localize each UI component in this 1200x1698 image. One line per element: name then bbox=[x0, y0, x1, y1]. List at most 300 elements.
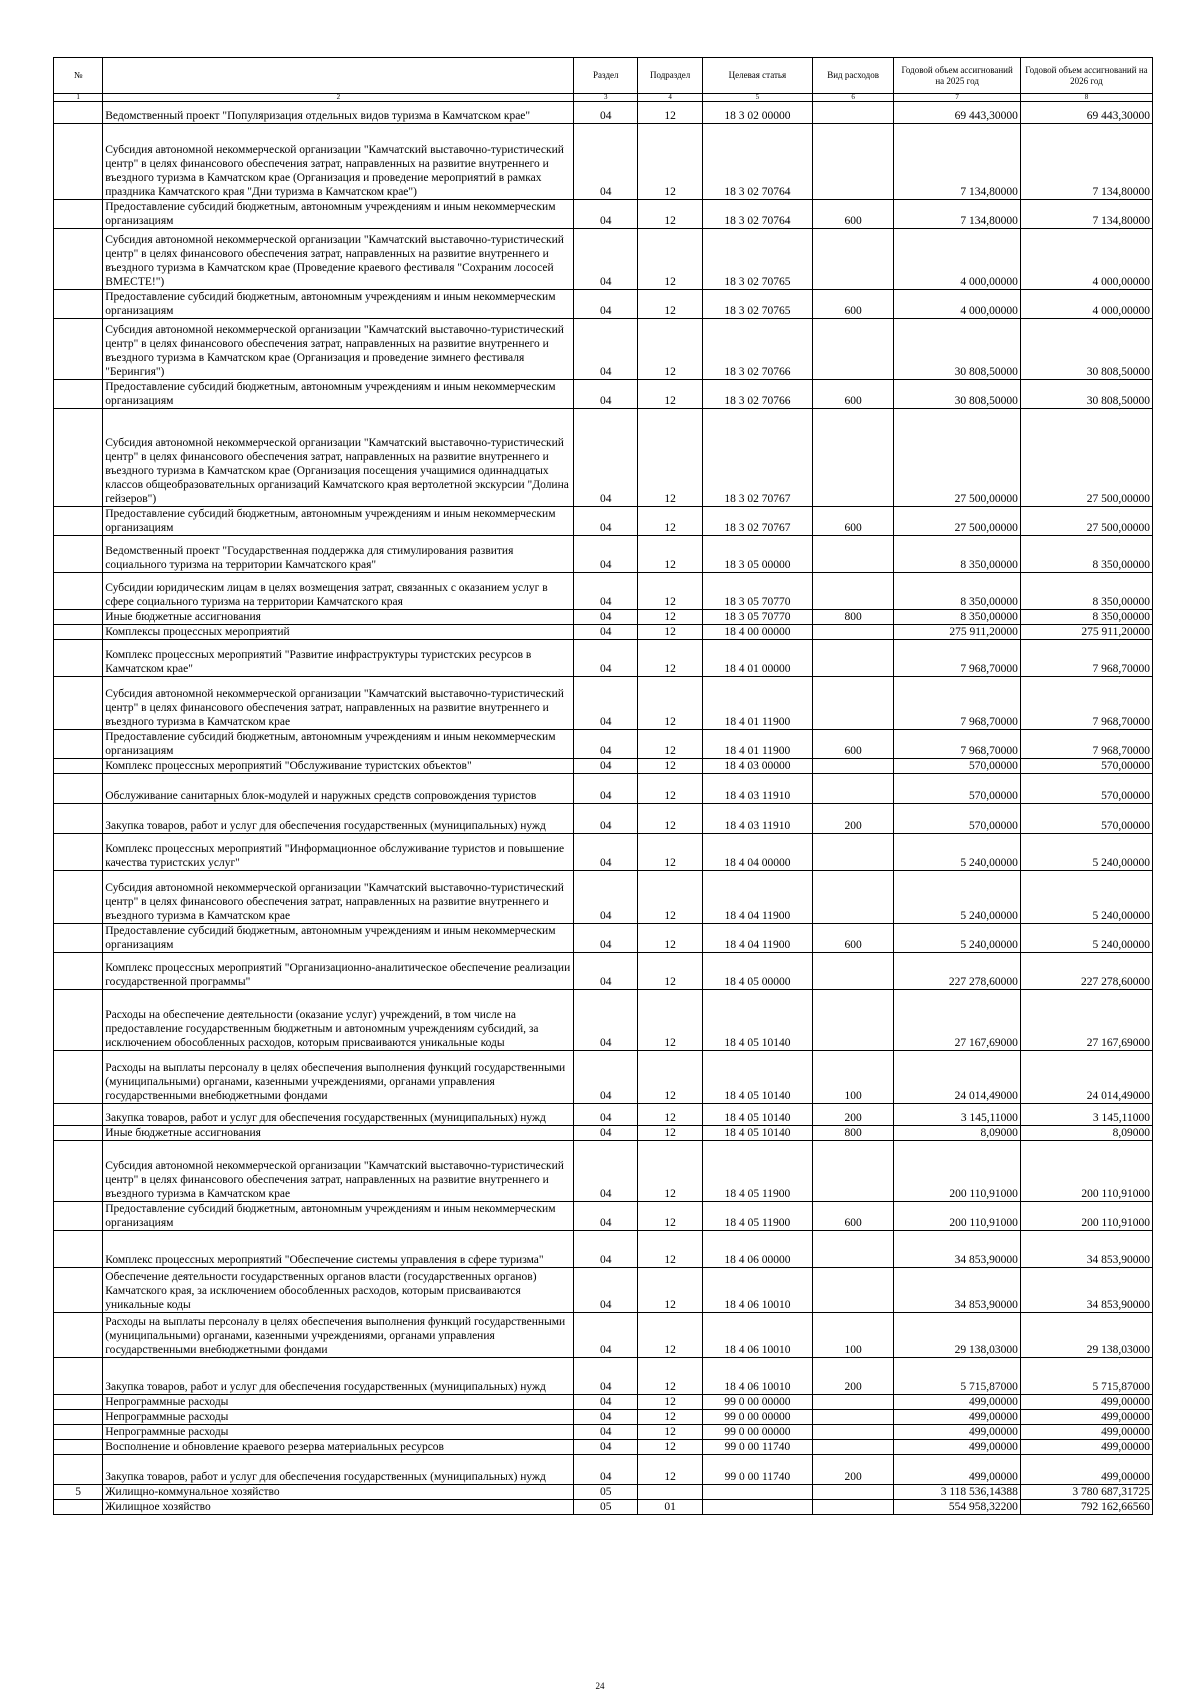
cell-target-item: 18 4 05 10140 bbox=[703, 1126, 813, 1141]
cell-target-item: 18 4 01 00000 bbox=[703, 640, 813, 677]
cell-description: Комплекс процессных мероприятий "Обслуживание туристских объектов" bbox=[103, 759, 574, 774]
cell-amount-2025: 8,09000 bbox=[894, 1126, 1020, 1141]
cell-expense-type bbox=[812, 953, 894, 990]
cell-subsection: 12 bbox=[638, 229, 703, 290]
cell-description: Иные бюджетные ассигнования bbox=[103, 1126, 574, 1141]
cell-subsection: 12 bbox=[638, 834, 703, 871]
cell-amount-2026: 7 968,70000 bbox=[1020, 640, 1152, 677]
cell-amount-2026: 3 780 687,31725 bbox=[1020, 1485, 1152, 1500]
cell-amount-2025: 24 014,49000 bbox=[894, 1051, 1020, 1104]
cell-row-number bbox=[54, 507, 103, 536]
table-row bbox=[54, 380, 1153, 409]
cell-section: 04 bbox=[574, 573, 638, 610]
cell-section: 04 bbox=[574, 319, 638, 380]
cell-expense-type bbox=[812, 1141, 894, 1202]
cell-amount-2025: 570,00000 bbox=[894, 774, 1020, 804]
cell-amount-2026: 7 968,70000 bbox=[1020, 730, 1152, 759]
cell-section: 04 bbox=[574, 229, 638, 290]
cell-section: 04 bbox=[574, 1358, 638, 1395]
cell-amount-2026: 7 134,80000 bbox=[1020, 200, 1152, 229]
cell-subsection: 12 bbox=[638, 1425, 703, 1440]
cell-subsection: 12 bbox=[638, 573, 703, 610]
cell-expense-type bbox=[812, 536, 894, 573]
cell-amount-2025: 4 000,00000 bbox=[894, 290, 1020, 319]
cell-row-number bbox=[54, 290, 103, 319]
cell-expense-type bbox=[812, 124, 894, 200]
cell-row-number bbox=[54, 953, 103, 990]
cell-description: Предоставление субсидий бюджетным, автономным учреждениям и иным некоммерческим организациям bbox=[103, 200, 574, 229]
table-row bbox=[54, 1440, 1153, 1455]
cell-amount-2025: 570,00000 bbox=[894, 759, 1020, 774]
cell-amount-2026: 7 968,70000 bbox=[1020, 677, 1152, 730]
cell-target-item: 18 4 01 11900 bbox=[703, 730, 813, 759]
cell-description: Предоставление субсидий бюджетным, автономным учреждениям и иным некоммерческим организациям bbox=[103, 924, 574, 953]
cell-amount-2026: 570,00000 bbox=[1020, 774, 1152, 804]
cell-amount-2025: 8 350,00000 bbox=[894, 610, 1020, 625]
cell-subsection: 12 bbox=[638, 200, 703, 229]
cell-row-number bbox=[54, 1202, 103, 1231]
cell-row-number bbox=[54, 774, 103, 804]
cell-row-number bbox=[54, 319, 103, 380]
cell-amount-2025: 8 350,00000 bbox=[894, 573, 1020, 610]
cell-amount-2026: 69 443,30000 bbox=[1020, 102, 1152, 124]
table-row bbox=[54, 1485, 1153, 1500]
cell-row-number bbox=[54, 677, 103, 730]
cell-description: Жилищно-коммунальное хозяйство bbox=[103, 1485, 574, 1500]
table-row bbox=[54, 102, 1153, 124]
cell-amount-2026: 499,00000 bbox=[1020, 1410, 1152, 1425]
cell-target-item: 99 0 00 11740 bbox=[703, 1455, 813, 1485]
cell-target-item: 18 4 05 00000 bbox=[703, 953, 813, 990]
cell-subsection: 12 bbox=[638, 1051, 703, 1104]
cell-description: Предоставление субсидий бюджетным, автономным учреждениям и иным некоммерческим организациям bbox=[103, 507, 574, 536]
cell-expense-type: 200 bbox=[812, 1104, 894, 1126]
cell-section: 04 bbox=[574, 1395, 638, 1410]
cell-target-item bbox=[703, 1500, 813, 1515]
cell-section: 04 bbox=[574, 290, 638, 319]
table-row bbox=[54, 1051, 1153, 1104]
cell-section: 04 bbox=[574, 1455, 638, 1485]
cell-row-number bbox=[54, 834, 103, 871]
cell-description: Субсидия автономной некоммерческой организации "Камчатский выставочно-туристический центр" в целях финансового обеспечения затрат, направленных на развитие внутреннего и въездного туризма в Камчатском крае (Организация и проведение мероприятий в рамках праздника Камчатского края "Дни туризма в Камчатском крае") bbox=[103, 124, 574, 200]
cell-row-number bbox=[54, 1440, 103, 1455]
table-row bbox=[54, 536, 1153, 573]
cell-description: Обеспечение деятельности государственных органов власти (государственных органов) Камчатского края, за исключением обособленных расходов, которым присваиваются уникальные коды bbox=[103, 1268, 574, 1313]
table-row bbox=[54, 640, 1153, 677]
cell-row-number bbox=[54, 573, 103, 610]
cell-target-item: 99 0 00 00000 bbox=[703, 1425, 813, 1440]
cell-row-number bbox=[54, 924, 103, 953]
cell-section: 04 bbox=[574, 1268, 638, 1313]
cell-description: Предоставление субсидий бюджетным, автономным учреждениям и иным некоммерческим организациям bbox=[103, 380, 574, 409]
cell-subsection: 12 bbox=[638, 677, 703, 730]
cell-section: 04 bbox=[574, 1410, 638, 1425]
cell-expense-type bbox=[812, 1395, 894, 1410]
cell-subsection: 12 bbox=[638, 759, 703, 774]
table-row bbox=[54, 759, 1153, 774]
cell-subsection: 12 bbox=[638, 1126, 703, 1141]
cell-subsection: 12 bbox=[638, 1104, 703, 1126]
cell-expense-type: 600 bbox=[812, 730, 894, 759]
cell-description: Субсидия автономной некоммерческой организации "Камчатский выставочно-туристический центр" в целях финансового обеспечения затрат, направленных на развитие внутреннего и въездного туризма в Камчатском крае (Проведение краевого фестиваля "Сохраним лососей ВМЕСТЕ!") bbox=[103, 229, 574, 290]
cell-expense-type: 100 bbox=[812, 1313, 894, 1358]
cell-section: 05 bbox=[574, 1500, 638, 1515]
table-row bbox=[54, 1231, 1153, 1268]
cell-amount-2026: 275 911,20000 bbox=[1020, 625, 1152, 640]
cell-target-item: 18 4 03 11910 bbox=[703, 804, 813, 834]
page-number: 24 bbox=[595, 1681, 605, 1691]
cell-section: 04 bbox=[574, 953, 638, 990]
cell-amount-2026: 792 162,66560 bbox=[1020, 1500, 1152, 1515]
table-row bbox=[54, 1358, 1153, 1395]
table-row bbox=[54, 1268, 1153, 1313]
cell-amount-2026: 5 240,00000 bbox=[1020, 834, 1152, 871]
cell-amount-2026: 570,00000 bbox=[1020, 804, 1152, 834]
cell-row-number bbox=[54, 1358, 103, 1395]
table-row bbox=[54, 625, 1153, 640]
cell-target-item: 18 4 01 11900 bbox=[703, 677, 813, 730]
table-column-numbers-row bbox=[54, 94, 1153, 102]
cell-subsection: 12 bbox=[638, 102, 703, 124]
cell-expense-type: 200 bbox=[812, 804, 894, 834]
table-row bbox=[54, 124, 1153, 200]
cell-target-item: 18 4 06 10010 bbox=[703, 1358, 813, 1395]
cell-amount-2025: 7 134,80000 bbox=[894, 124, 1020, 200]
cell-row-number bbox=[54, 536, 103, 573]
table-row bbox=[54, 1500, 1153, 1515]
cell-expense-type bbox=[812, 677, 894, 730]
cell-subsection: 12 bbox=[638, 953, 703, 990]
column-header-subsection: Подраздел bbox=[638, 58, 703, 94]
cell-expense-type: 600 bbox=[812, 1202, 894, 1231]
cell-subsection: 12 bbox=[638, 610, 703, 625]
cell-description: Восполнение и обновление краевого резерва материальных ресурсов bbox=[103, 1440, 574, 1455]
cell-amount-2025: 499,00000 bbox=[894, 1410, 1020, 1425]
cell-section: 04 bbox=[574, 990, 638, 1051]
cell-section: 04 bbox=[574, 610, 638, 625]
cell-subsection: 12 bbox=[638, 924, 703, 953]
cell-expense-type: 100 bbox=[812, 1051, 894, 1104]
table-body bbox=[54, 102, 1153, 1515]
cell-expense-type bbox=[812, 229, 894, 290]
cell-amount-2025: 7 968,70000 bbox=[894, 730, 1020, 759]
cell-amount-2025: 499,00000 bbox=[894, 1440, 1020, 1455]
cell-subsection: 12 bbox=[638, 774, 703, 804]
cell-target-item: 18 4 06 10010 bbox=[703, 1313, 813, 1358]
cell-subsection: 12 bbox=[638, 1268, 703, 1313]
cell-row-number bbox=[54, 610, 103, 625]
cell-description: Закупка товаров, работ и услуг для обеспечения государственных (муниципальных) нужд bbox=[103, 1104, 574, 1126]
table-row bbox=[54, 1313, 1153, 1358]
cell-target-item: 18 4 06 00000 bbox=[703, 1231, 813, 1268]
table-row bbox=[54, 319, 1153, 380]
cell-expense-type: 600 bbox=[812, 924, 894, 953]
cell-section: 04 bbox=[574, 124, 638, 200]
cell-description: Комплекс процессных мероприятий "Организационно-аналитическое обеспечение реализации государственной программы" bbox=[103, 953, 574, 990]
cell-amount-2025: 5 240,00000 bbox=[894, 924, 1020, 953]
cell-target-item: 18 3 05 70770 bbox=[703, 610, 813, 625]
cell-subsection: 12 bbox=[638, 1141, 703, 1202]
cell-expense-type bbox=[812, 409, 894, 507]
cell-row-number bbox=[54, 229, 103, 290]
cell-amount-2026: 499,00000 bbox=[1020, 1395, 1152, 1410]
cell-target-item: 18 4 05 10140 bbox=[703, 1104, 813, 1126]
cell-expense-type: 200 bbox=[812, 1358, 894, 1395]
cell-description: Субсидии юридическим лицам в целях возмещения затрат, связанных с оказанием услуг в сфере социального туризма на территории Камчатского края bbox=[103, 573, 574, 610]
cell-row-number bbox=[54, 871, 103, 924]
table-row bbox=[54, 1425, 1153, 1440]
cell-amount-2026: 27 167,69000 bbox=[1020, 990, 1152, 1051]
cell-expense-type bbox=[812, 1440, 894, 1455]
cell-amount-2025: 34 853,90000 bbox=[894, 1231, 1020, 1268]
cell-expense-type bbox=[812, 1231, 894, 1268]
cell-expense-type bbox=[812, 759, 894, 774]
cell-subsection: 12 bbox=[638, 730, 703, 759]
cell-section: 04 bbox=[574, 1141, 638, 1202]
cell-amount-2026: 570,00000 bbox=[1020, 759, 1152, 774]
cell-row-number bbox=[54, 1395, 103, 1410]
table-row bbox=[54, 871, 1153, 924]
cell-section: 04 bbox=[574, 774, 638, 804]
cell-section: 04 bbox=[574, 536, 638, 573]
cell-target-item: 18 4 06 10010 bbox=[703, 1268, 813, 1313]
cell-subsection: 01 bbox=[638, 1500, 703, 1515]
cell-amount-2026: 227 278,60000 bbox=[1020, 953, 1152, 990]
table-row bbox=[54, 1104, 1153, 1126]
cell-amount-2026: 5 715,87000 bbox=[1020, 1358, 1152, 1395]
cell-row-number bbox=[54, 124, 103, 200]
cell-subsection: 12 bbox=[638, 871, 703, 924]
column-header-target-item: Целевая статья bbox=[703, 58, 813, 94]
cell-subsection: 12 bbox=[638, 507, 703, 536]
cell-target-item: 18 3 02 70767 bbox=[703, 507, 813, 536]
cell-description: Закупка товаров, работ и услуг для обеспечения государственных (муниципальных) нужд bbox=[103, 1358, 574, 1395]
cell-amount-2026: 4 000,00000 bbox=[1020, 290, 1152, 319]
column-number-amount-2026: 8 bbox=[1020, 94, 1152, 102]
cell-target-item: 99 0 00 11740 bbox=[703, 1440, 813, 1455]
cell-section: 04 bbox=[574, 677, 638, 730]
cell-row-number bbox=[54, 804, 103, 834]
cell-amount-2025: 27 500,00000 bbox=[894, 507, 1020, 536]
cell-amount-2025: 227 278,60000 bbox=[894, 953, 1020, 990]
cell-row-number bbox=[54, 1410, 103, 1425]
cell-target-item: 18 3 02 70764 bbox=[703, 200, 813, 229]
cell-target-item: 18 4 04 00000 bbox=[703, 834, 813, 871]
cell-target-item: 18 4 04 11900 bbox=[703, 871, 813, 924]
cell-amount-2025: 5 240,00000 bbox=[894, 834, 1020, 871]
cell-row-number bbox=[54, 380, 103, 409]
table-row bbox=[54, 1410, 1153, 1425]
cell-amount-2025: 4 000,00000 bbox=[894, 229, 1020, 290]
cell-row-number bbox=[54, 1425, 103, 1440]
cell-amount-2025: 29 138,03000 bbox=[894, 1313, 1020, 1358]
cell-amount-2026: 3 145,11000 bbox=[1020, 1104, 1152, 1126]
cell-section: 04 bbox=[574, 200, 638, 229]
cell-amount-2026: 499,00000 bbox=[1020, 1425, 1152, 1440]
cell-target-item: 18 4 00 00000 bbox=[703, 625, 813, 640]
cell-description: Предоставление субсидий бюджетным, автономным учреждениям и иным некоммерческим организациям bbox=[103, 290, 574, 319]
cell-amount-2026: 30 808,50000 bbox=[1020, 319, 1152, 380]
cell-section: 04 bbox=[574, 1231, 638, 1268]
cell-section: 04 bbox=[574, 625, 638, 640]
cell-subsection: 12 bbox=[638, 804, 703, 834]
column-number-amount-2025: 7 bbox=[894, 94, 1020, 102]
cell-target-item: 18 4 03 11910 bbox=[703, 774, 813, 804]
cell-section: 04 bbox=[574, 924, 638, 953]
table-row bbox=[54, 953, 1153, 990]
budget-table bbox=[53, 57, 1153, 1515]
cell-amount-2026: 499,00000 bbox=[1020, 1440, 1152, 1455]
cell-description: Субсидия автономной некоммерческой организации "Камчатский выставочно-туристический центр" в целях финансового обеспечения затрат, направленных на развитие внутреннего и въездного туризма в Камчатском крае (Организация и проведение зимнего фестиваля "Берингия") bbox=[103, 319, 574, 380]
cell-expense-type: 600 bbox=[812, 200, 894, 229]
column-header-expense-type: Вид расходов bbox=[812, 58, 894, 94]
cell-row-number bbox=[54, 640, 103, 677]
cell-target-item: 18 3 02 00000 bbox=[703, 102, 813, 124]
cell-section: 04 bbox=[574, 507, 638, 536]
column-header-amount-2026: Годовой объем ассигнований на 2026 год bbox=[1020, 58, 1152, 94]
column-number-expense-type: 6 bbox=[812, 94, 894, 102]
table-row bbox=[54, 774, 1153, 804]
cell-expense-type bbox=[812, 834, 894, 871]
table-row bbox=[54, 200, 1153, 229]
cell-row-number bbox=[54, 102, 103, 124]
cell-target-item: 18 3 02 70766 bbox=[703, 380, 813, 409]
cell-amount-2026: 8 350,00000 bbox=[1020, 536, 1152, 573]
cell-amount-2025: 8 350,00000 bbox=[894, 536, 1020, 573]
cell-section: 04 bbox=[574, 409, 638, 507]
cell-amount-2026: 27 500,00000 bbox=[1020, 409, 1152, 507]
cell-description: Закупка товаров, работ и услуг для обеспечения государственных (муниципальных) нужд bbox=[103, 1455, 574, 1485]
cell-section: 04 bbox=[574, 1051, 638, 1104]
cell-description: Расходы на выплаты персоналу в целях обеспечения выполнения функций государственными (муниципальными) органами, казенными учреждениями, органами управления государственными внебюджетными фондами bbox=[103, 1051, 574, 1104]
table-row bbox=[54, 507, 1153, 536]
table-row bbox=[54, 573, 1153, 610]
cell-amount-2025: 30 808,50000 bbox=[894, 380, 1020, 409]
cell-amount-2026: 7 134,80000 bbox=[1020, 124, 1152, 200]
cell-subsection: 12 bbox=[638, 625, 703, 640]
cell-row-number bbox=[54, 200, 103, 229]
column-header-section: Раздел bbox=[574, 58, 638, 94]
cell-section: 04 bbox=[574, 1440, 638, 1455]
cell-description: Предоставление субсидий бюджетным, автономным учреждениям и иным некоммерческим организациям bbox=[103, 1202, 574, 1231]
cell-section: 04 bbox=[574, 380, 638, 409]
cell-amount-2025: 7 134,80000 bbox=[894, 200, 1020, 229]
column-number-description: 2 bbox=[103, 94, 574, 102]
cell-section: 04 bbox=[574, 1313, 638, 1358]
table-row bbox=[54, 924, 1153, 953]
cell-section: 04 bbox=[574, 640, 638, 677]
cell-subsection: 12 bbox=[638, 290, 703, 319]
cell-amount-2025: 499,00000 bbox=[894, 1455, 1020, 1485]
cell-section: 04 bbox=[574, 102, 638, 124]
cell-subsection: 12 bbox=[638, 1231, 703, 1268]
cell-subsection: 12 bbox=[638, 990, 703, 1051]
cell-target-item: 18 4 04 11900 bbox=[703, 924, 813, 953]
table-row bbox=[54, 1395, 1153, 1410]
cell-subsection: 12 bbox=[638, 1455, 703, 1485]
cell-expense-type: 600 bbox=[812, 290, 894, 319]
cell-amount-2025: 499,00000 bbox=[894, 1395, 1020, 1410]
cell-expense-type bbox=[812, 1425, 894, 1440]
cell-target-item: 18 3 02 70766 bbox=[703, 319, 813, 380]
table-row bbox=[54, 730, 1153, 759]
cell-description: Жилищное хозяйство bbox=[103, 1500, 574, 1515]
cell-section: 04 bbox=[574, 730, 638, 759]
column-number-section: 3 bbox=[574, 94, 638, 102]
cell-description: Непрограммные расходы bbox=[103, 1395, 574, 1410]
cell-target-item: 18 3 02 70765 bbox=[703, 290, 813, 319]
cell-expense-type: 600 bbox=[812, 380, 894, 409]
cell-amount-2025: 3 145,11000 bbox=[894, 1104, 1020, 1126]
cell-amount-2026: 5 240,00000 bbox=[1020, 924, 1152, 953]
table-row bbox=[54, 1455, 1153, 1485]
cell-target-item: 18 4 05 11900 bbox=[703, 1141, 813, 1202]
cell-row-number bbox=[54, 990, 103, 1051]
table-row bbox=[54, 290, 1153, 319]
cell-expense-type bbox=[812, 774, 894, 804]
table-row bbox=[54, 677, 1153, 730]
cell-description: Субсидия автономной некоммерческой организации "Камчатский выставочно-туристический центр" в целях финансового обеспечения затрат, направленных на развитие внутреннего и въездного туризма в Камчатском крае (Организация посещения учащимися одиннадцатых классов общеобразовательных организаций Камчатского края вертолетной экскурсии "Долина гейзеров") bbox=[103, 409, 574, 507]
cell-target-item: 18 3 05 00000 bbox=[703, 536, 813, 573]
cell-amount-2026: 5 240,00000 bbox=[1020, 871, 1152, 924]
cell-row-number bbox=[54, 1455, 103, 1485]
cell-section: 04 bbox=[574, 1425, 638, 1440]
cell-section: 04 bbox=[574, 1202, 638, 1231]
cell-expense-type bbox=[812, 102, 894, 124]
cell-amount-2026: 29 138,03000 bbox=[1020, 1313, 1152, 1358]
cell-section: 04 bbox=[574, 871, 638, 924]
cell-description: Комплекс процессных мероприятий "Информационное обслуживание туристов и повышение качества туристских услуг" bbox=[103, 834, 574, 871]
cell-target-item: 18 3 02 70764 bbox=[703, 124, 813, 200]
cell-amount-2026: 24 014,49000 bbox=[1020, 1051, 1152, 1104]
column-number-subsection: 4 bbox=[638, 94, 703, 102]
cell-section: 04 bbox=[574, 759, 638, 774]
cell-row-number bbox=[54, 1104, 103, 1126]
cell-subsection: 12 bbox=[638, 319, 703, 380]
cell-description: Обслуживание санитарных блок-модулей и наружных средств сопровождения туристов bbox=[103, 774, 574, 804]
cell-row-number bbox=[54, 1268, 103, 1313]
cell-amount-2025: 3 118 536,14388 bbox=[894, 1485, 1020, 1500]
cell-amount-2025: 5 240,00000 bbox=[894, 871, 1020, 924]
cell-subsection: 12 bbox=[638, 1440, 703, 1455]
cell-expense-type bbox=[812, 640, 894, 677]
cell-amount-2026: 200 110,91000 bbox=[1020, 1202, 1152, 1231]
cell-row-number: 5 bbox=[54, 1485, 103, 1500]
table-row bbox=[54, 409, 1153, 507]
cell-subsection: 12 bbox=[638, 1313, 703, 1358]
column-number-target-item: 5 bbox=[703, 94, 813, 102]
cell-amount-2025: 200 110,91000 bbox=[894, 1141, 1020, 1202]
cell-amount-2025: 275 911,20000 bbox=[894, 625, 1020, 640]
cell-row-number bbox=[54, 409, 103, 507]
cell-description: Субсидия автономной некоммерческой организации "Камчатский выставочно-туристический центр" в целях финансового обеспечения затрат, направленных на развитие внутреннего и въездного туризма в Камчатском крае bbox=[103, 1141, 574, 1202]
cell-description: Субсидия автономной некоммерческой организации "Камчатский выставочно-туристический центр" в целях финансового обеспечения затрат, направленных на развитие внутреннего и въездного туризма в Камчатском крае bbox=[103, 871, 574, 924]
cell-expense-type bbox=[812, 573, 894, 610]
column-header-row-number: № bbox=[54, 58, 103, 94]
column-number-row-number: 1 bbox=[54, 94, 103, 102]
column-header-description bbox=[103, 58, 574, 94]
table-row bbox=[54, 1202, 1153, 1231]
cell-expense-type: 200 bbox=[812, 1455, 894, 1485]
cell-target-item: 18 4 03 00000 bbox=[703, 759, 813, 774]
cell-description: Субсидия автономной некоммерческой организации "Камчатский выставочно-туристический центр" в целях финансового обеспечения затрат, направленных на развитие внутреннего и въездного туризма в Камчатском крае bbox=[103, 677, 574, 730]
cell-expense-type: 800 bbox=[812, 610, 894, 625]
cell-row-number bbox=[54, 1313, 103, 1358]
cell-amount-2025: 7 968,70000 bbox=[894, 640, 1020, 677]
cell-amount-2025: 570,00000 bbox=[894, 804, 1020, 834]
cell-target-item: 99 0 00 00000 bbox=[703, 1395, 813, 1410]
cell-subsection: 12 bbox=[638, 1410, 703, 1425]
